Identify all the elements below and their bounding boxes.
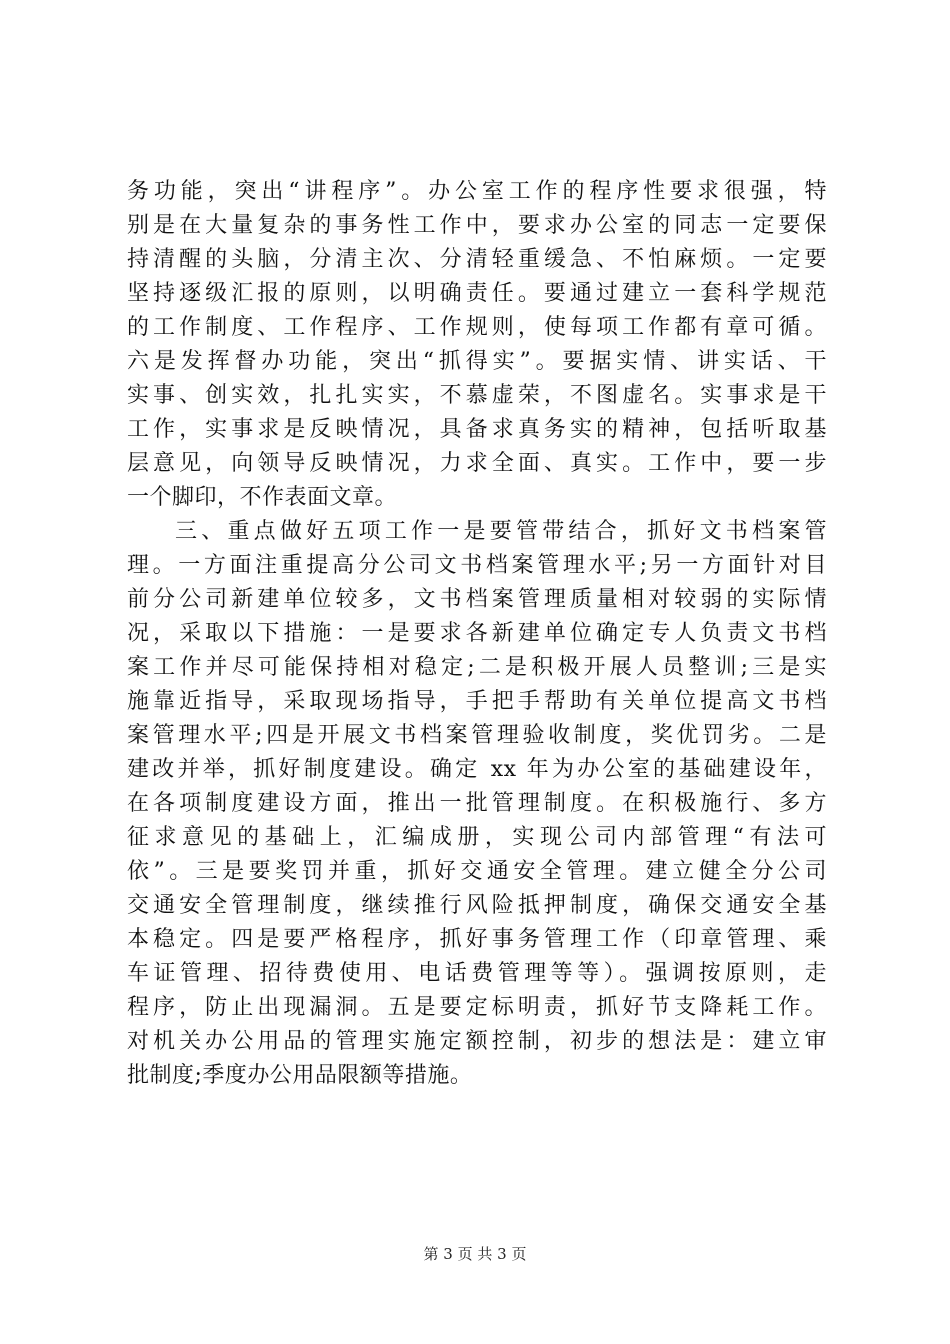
text-line: 对机关办公用品的管理实施定额控制，初步的想法是：建立审 [127, 1029, 827, 1054]
text-line: 交通安全管理制度，继续推行风险抵押制度，确保交通安全基 [127, 893, 827, 918]
text-line: 前分公司新建单位较多，文书档案管理质量相对较弱的实际情 [127, 587, 827, 612]
text-line: 理。一方面注重提高分公司文书档案管理水平;另一方面针对目 [127, 553, 827, 578]
text-line: 批制度;季度办公用品限额等措施。 [127, 1063, 473, 1088]
page-number-footer: 第 3 页 共 3 页 [423, 1245, 527, 1263]
text-line: 况，采取以下措施：一是要求各新建单位确定专人负责文书档 [127, 621, 827, 646]
text-line: 务功能，突出“讲程序”。办公室工作的程序性要求很强，特 [127, 179, 827, 204]
text-line: 一个脚印，不作表面文章。 [127, 485, 398, 510]
text-line: 车证管理、招待费使用、电话费管理等等）。强调按原则，走 [127, 961, 827, 986]
text-line: 持清醒的头脑，分清主次、分清轻重缓急、不怕麻烦。一定要 [127, 247, 827, 272]
text-line: 在各项制度建设方面，推出一批管理制度。在积极施行、多方 [127, 791, 827, 816]
text-line: 坚持逐级汇报的原则，以明确责任。要通过建立一套科学规范 [127, 281, 827, 306]
section-heading-line: 三、重点做好五项工作一是要管带结合，抓好文书档案管 [175, 519, 827, 544]
text-line: 依”。三是要奖罚并重，抓好交通安全管理。建立健全分公司 [127, 859, 827, 884]
text-line: 六是发挥督办功能，突出“抓得实”。要据实情、讲实话、干 [127, 349, 827, 374]
text-line: 案管理水平;四是开展文书档案管理验收制度，奖优罚劣。二是 [127, 723, 827, 748]
text-line: 施靠近指导，采取现场指导，手把手帮助有关单位提高文书档 [127, 689, 827, 714]
text-line: 本稳定。四是要严格程序，抓好事务管理工作（印章管理、乘 [127, 927, 827, 952]
text-line: 层意见，向领导反映情况，力求全面、真实。工作中，要一步 [127, 451, 827, 476]
text-line: 案工作并尽可能保持相对稳定;二是积极开展人员整训;三是实 [127, 655, 827, 680]
text-line: 程序，防止出现漏洞。五是要定标明责，抓好节支降耗工作。 [127, 995, 827, 1020]
document-body [127, 175, 827, 1093]
text-line: 工作，实事求是反映情况，具备求真务实的精神，包括听取基 [127, 417, 827, 442]
text-line: 别是在大量复杂的事务性工作中，要求办公室的同志一定要保 [127, 213, 827, 238]
text-line: 建改并举，抓好制度建设。确定 xx 年为办公室的基础建设年， [127, 757, 827, 782]
text-line: 实事、创实效，扎扎实实，不慕虚荣，不图虚名。实事求是干 [127, 383, 827, 408]
text-line: 征求意见的基础上，汇编成册，实现公司内部管理“有法可 [127, 825, 827, 850]
text-line: 的工作制度、工作程序、工作规则，使每项工作都有章可循。 [127, 315, 827, 340]
